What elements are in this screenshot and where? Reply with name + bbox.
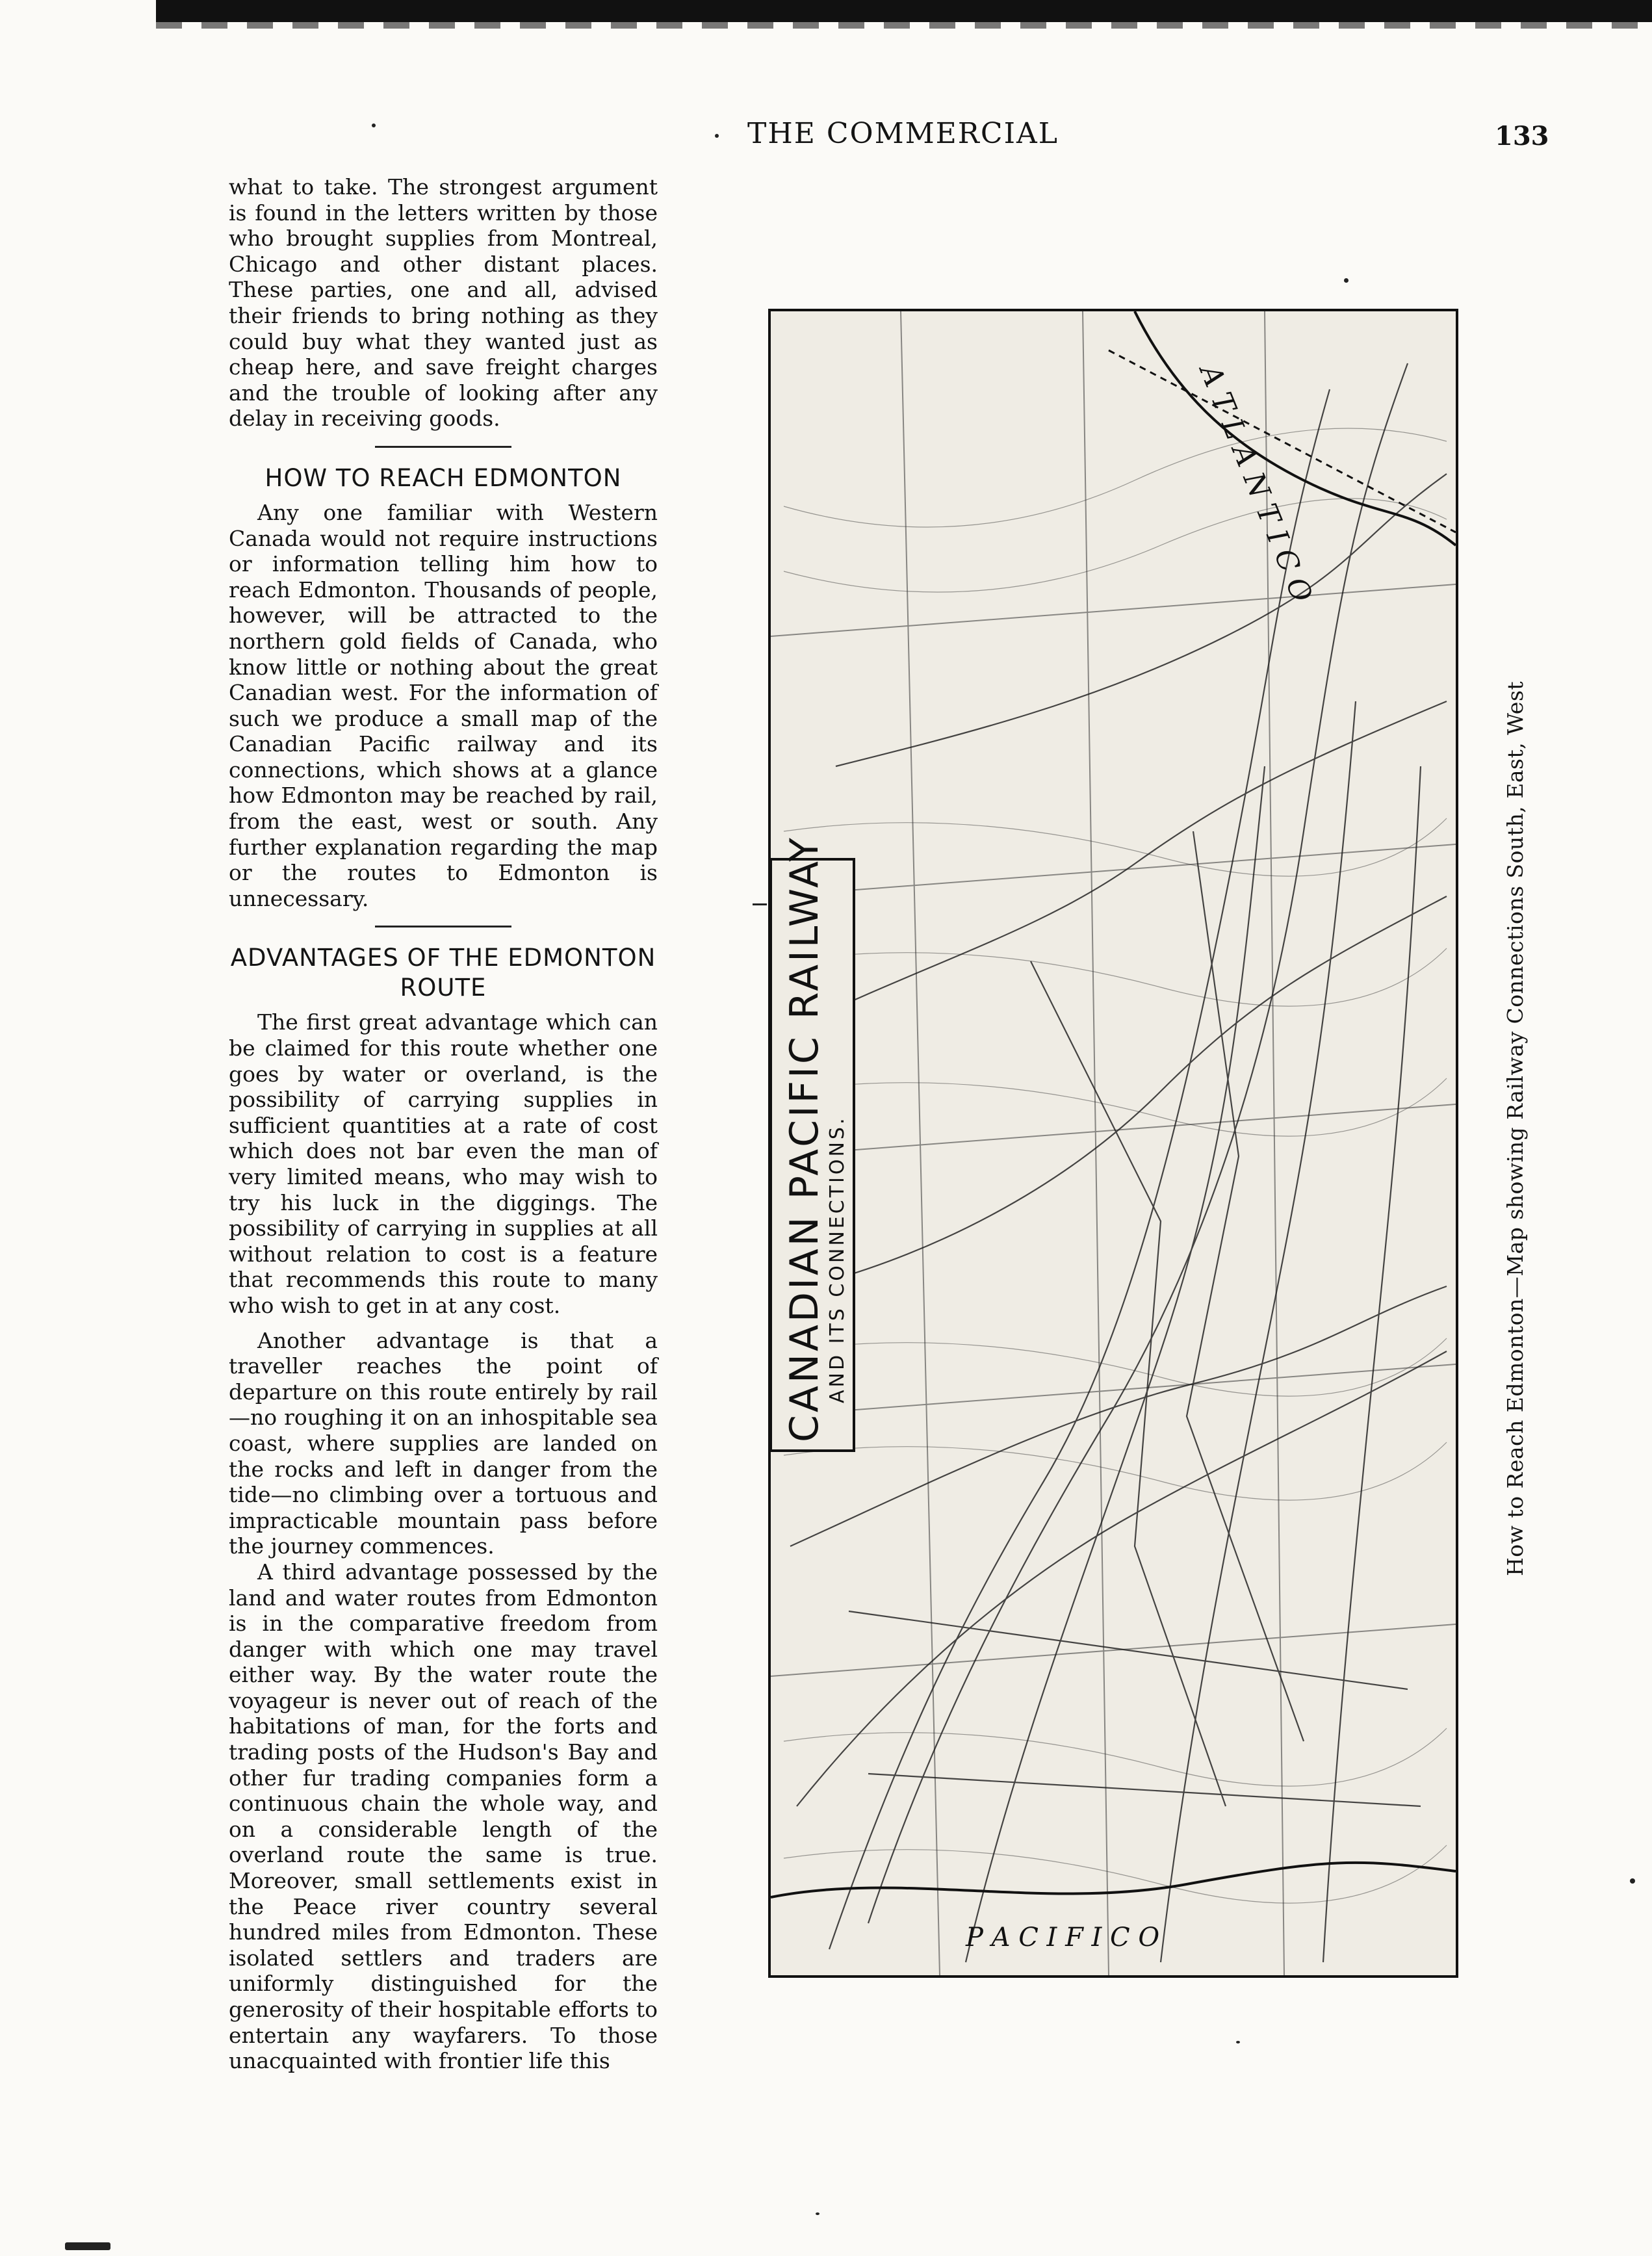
body-paragraph: A third advantage possessed by the land and water routes from Edmonton is in the comparative freedom from danger with which one may travel either way. By the water route the voyageur is never out of reach of the habitations of man, for the forts and trading posts of the Hudson's Bay and other fur trading companies form a continuous chain the whole way, and on a considerable length of the overland route the same is true. Moreover, small settlements exist in the Peace river country several hundred miles from Edmonton. These isolated settlers and traders are uniformly distinguished for the generosity of their hospitable efforts to entertain any wayfarers. To those unacquainted with frontier life this [229,1559,658,2074]
section-heading: ADVANTAGES OF THE EDMONTON ROUTE [230,944,656,1002]
ink-speck [1344,278,1349,283]
section-heading: HOW TO REACH EDMONTON [265,463,622,492]
ink-speck [1630,1878,1635,1884]
map-graphic [771,311,1456,1975]
body-paragraph: The first great advantage which can be claimed for this route whether one goes by water or overland, is the possibility of carrying supplies in sufficient quantities at a rate of cost which does not bar even the man of very limited means, who may wish to try his luck in the diggings. The possibility of carrying in supplies at all without relation to cost is a feature that recommends this route to many who wish to get in at any cost. [229,1009,658,1318]
page-number: 133 [1495,121,1549,151]
ink-speck [1236,2041,1240,2043]
section-divider [375,926,511,927]
map-subtitle: AND ITS CONNECTIONS. [826,1115,849,1403]
scan-edge-noise [156,22,1652,29]
body-paragraph: Another advantage is that a traveller reaches the point of departure on this route entirely by rail—no roughing it on an inhospitable sea coast, where supplies are landed on the rocks and left in danger from the tide—no climbing over a tortuous and impracticable mountain pass before the journey commences. [229,1327,658,1559]
ink-speck [715,134,719,138]
intro-paragraph: what to take. The strongest argument is found in the letters written by those who brought supplies from Montreal, Chicago and other distant places. These parties, one and all, advised their friends to bring nothing as they could buy what they wanted just as cheap here, and save freight charges and the trouble of looking after any delay in receiving goods. [229,174,658,432]
ocean-label: P A C I F I C O [966,1923,1160,1952]
ink-speck [816,2212,820,2215]
map-title: CANADIAN PACIFIC RAILWAY [782,835,827,1442]
section-divider [375,446,511,448]
article-column [229,174,658,2074]
body-paragraph: Any one familiar with Western Canada would not require instructions or information telling him how to reach Edmonton. Thousands of people, however, will be attracted to the northern gold fields of Canada, who know little or nothing about the great Canadian west. For the information of such we produce a small map of the Canadian Pacific railway and its connections, which shows at a glance how Edmonton may be reached by rail, from the east, west or south. Any further explanation regarding the map or the routes to Edmonton is unnecessary. [229,499,658,911]
ink-speck [65,2242,110,2250]
map-graticule [771,311,1456,1975]
coastline [771,1863,1456,1897]
ink-speck [372,123,376,127]
ocean-label: A T L A N T I C O [1193,360,1319,607]
rail-network [790,363,1447,1962]
coastline [1135,311,1456,545]
map-caption: How to Reach Edmonton—Map showing Railway Connections South, East, West [1503,681,1528,1576]
map-texture [784,428,1447,1903]
scan-edge-bar [156,0,1652,22]
ink-speck [753,903,767,905]
running-head: THE COMMERCIAL [747,117,1059,150]
railway-map [768,309,1458,1978]
